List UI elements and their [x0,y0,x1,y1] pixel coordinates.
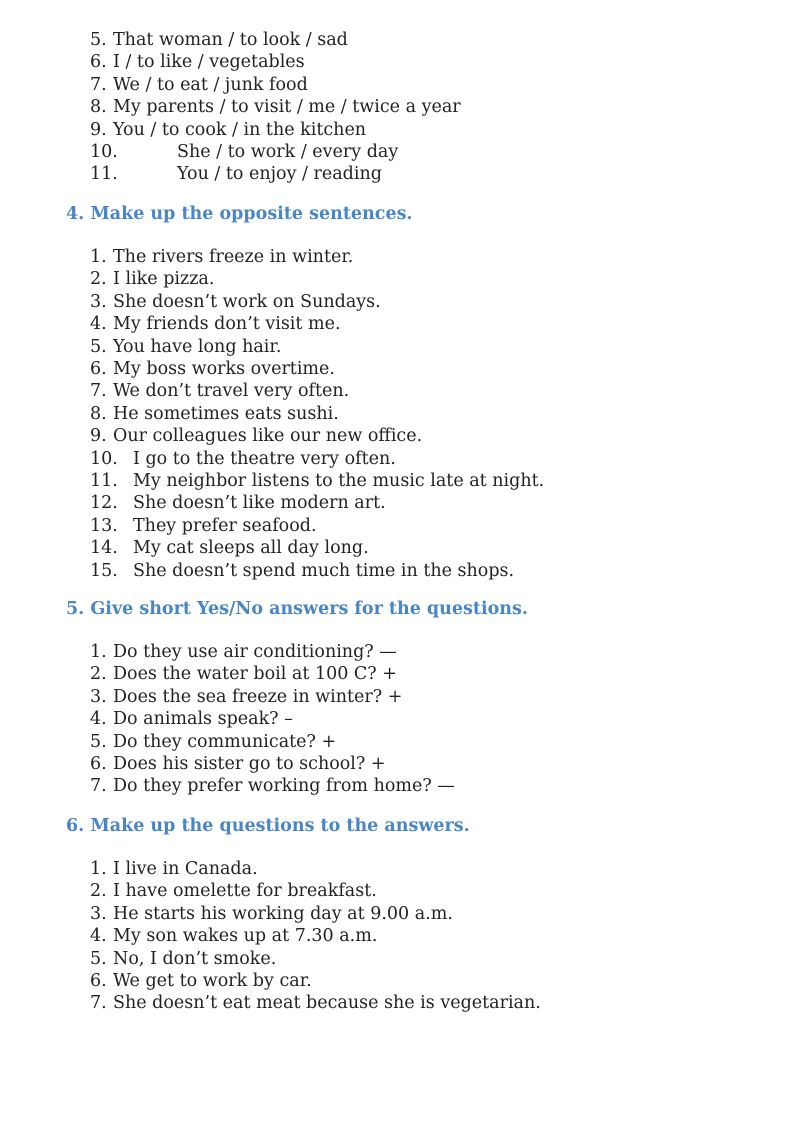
list-item: 4. My son wakes up at 7.30 a.m. [90,926,378,947]
list-item: 9. Our colleagues like our new office. [90,426,423,447]
list-item: 4. My friends don’t visit me. [90,314,341,335]
list-item: 9. You / to cook / in the kitchen [90,119,367,140]
list-item: 3. She doesn’t work on Sundays. [90,291,381,312]
list-item: 7. We / to eat / junk food [90,74,308,95]
list-item: 10. I go to the theatre very often. [90,448,396,469]
list-item: 2. I have omelette for breakfast. [90,881,377,902]
list-item: 10. She / to work / every day [90,142,399,163]
list-item: 6. My boss works overtime. [90,359,335,380]
section-6-heading: 6. Make up the questions to the answers. [66,816,470,836]
list-item: 8. My parents / to visit / me / twice a year [90,97,461,118]
section-4-list [90,246,544,582]
list-item: 6. We get to work by car. [90,971,312,992]
section-4-heading: 4. Make up the opposite sentences. [66,204,413,224]
section-5-heading: 5. Give short Yes/No answers for the questions. [66,599,528,619]
list-item: 11. You / to enjoy / reading [90,164,382,185]
list-item: 2. I like pizza. [90,269,215,290]
list-item: 1. I live in Canada. [90,859,258,879]
list-item: 14. My cat sleeps all day long. [90,538,369,559]
list-item: 4. Do animals speak? – [90,709,293,730]
list-item: 7. Do they prefer working from home? — [90,776,455,797]
list-item: 3. He starts his working day at 9.00 a.m. [90,903,453,924]
list-item: 12. She doesn’t like modern art. [90,493,386,514]
list-item: 1. Do they use air conditioning? — [90,642,397,662]
section-5-list [90,641,455,798]
list-item: 3. Does the sea freeze in winter? + [90,686,403,707]
exercise-3-continued-list [90,29,461,186]
list-item: 15. She doesn’t spend much time in the shops. [90,560,515,581]
list-item: 7. We don’t travel very often. [90,381,350,402]
list-item: 5. Do they communicate? + [90,731,337,752]
list-item: 6. Does his sister go to school? + [90,754,386,775]
list-item: 5. No, I don’t smoke. [90,948,277,969]
list-item: 8. He sometimes eats sushi. [90,403,339,424]
list-item: 11. My neighbor listens to the music late at night. [90,471,545,492]
list-item: 6. I / to like / vegetables [90,52,305,73]
list-item: 1. The rivers freeze in winter. [90,247,354,267]
list-item: 5. You have long hair. [90,336,282,357]
list-item: 5. That woman / to look / sad [90,30,348,50]
section-6-list [90,858,541,1015]
list-item: 13. They prefer seafood. [90,515,317,536]
list-item: 7. She doesn’t eat meat because she is vegetarian. [90,993,541,1014]
list-item: 2. Does the water boil at 100 C? + [90,664,397,685]
